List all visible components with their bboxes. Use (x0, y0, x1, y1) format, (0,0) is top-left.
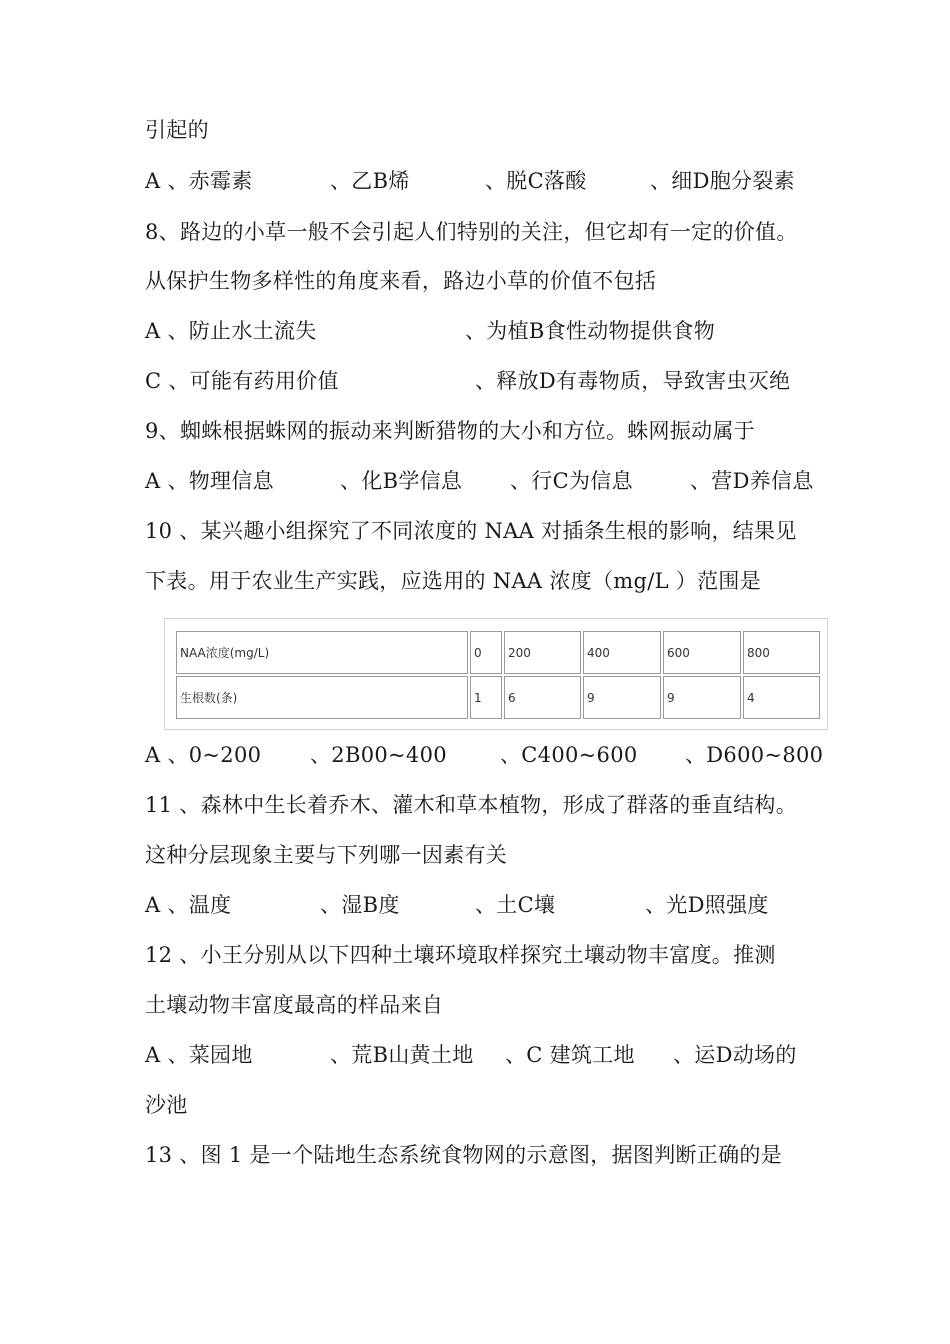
q9-option-a: A 、物理信息 (145, 469, 274, 493)
q13-stem: 13 、图 1 是一个陆地生态系统食物网的示意图，据图判断正确的是 (145, 1143, 783, 1167)
table-cell: 9 (663, 676, 741, 719)
q9-options (145, 466, 825, 496)
q12-option-a: A 、菜园地 (145, 1043, 253, 1067)
table-row (176, 631, 820, 674)
q9-option-c: 、行C为信息 (510, 469, 633, 493)
q12-option-d: 、运D动场的 (673, 1043, 797, 1067)
table-cell: 9 (583, 676, 661, 719)
q8-stem-line2: 从保护生物多样性的角度来看，路边小草的价值不包括 (145, 269, 657, 293)
q9-stem: 9、蜘蛛根据蛛网的振动来判断猎物的大小和方位。蛛网振动属于 (145, 419, 756, 443)
naa-table-frame (164, 618, 828, 730)
q11-options (145, 890, 825, 920)
table-cell: 6 (504, 676, 581, 719)
q11-option-d: 、光D照强度 (645, 893, 769, 917)
q12-stem-line2: 土壤动物丰富度最高的样品来自 (145, 993, 444, 1017)
q12-option-b: 、荒B山黄土地 (330, 1043, 474, 1067)
q11-option-a: A 、温度 (145, 893, 232, 917)
q8-options-row1 (145, 316, 825, 346)
table-cell: 600 (663, 631, 741, 674)
table-cell: NAA浓度(mg/L) (176, 631, 468, 674)
q10-stem-line2: 下表。用于农业生产实践，应选用的 NAA 浓度（mg/L ）范围是 (145, 569, 762, 593)
q8-option-d: 、释放D有毒物质，导致害虫灭绝 (475, 369, 791, 393)
q7-option-d: 、细D胞分裂素 (650, 169, 795, 193)
q9-option-b: 、化B学信息 (340, 469, 463, 493)
q12-option-d-continued: 沙池 (145, 1093, 188, 1117)
q7-option-c: 、脱C落酸 (485, 169, 587, 193)
table-cell: 800 (743, 631, 820, 674)
q11-stem-line2: 这种分层现象主要与下列哪一因素有关 (145, 843, 508, 867)
q8-option-c: C 、可能有药用价值 (145, 369, 339, 393)
q9-option-d: 、营D养信息 (690, 469, 814, 493)
q10-option-b: 、2B00~400 (310, 743, 447, 767)
q7-option-a: A 、赤霉素 (145, 169, 253, 193)
table-cell: 生根数(条) (176, 676, 468, 719)
table-cell: 400 (583, 631, 661, 674)
q10-option-a: A 、0~200 (145, 743, 262, 767)
table-cell: 0 (470, 631, 502, 674)
q10-option-d: 、D600~800 (685, 743, 824, 767)
table-cell: 200 (504, 631, 581, 674)
q7-options (145, 166, 825, 196)
naa-table (174, 629, 822, 721)
q10-option-c: 、C400~600 (500, 743, 638, 767)
q11-option-c: 、土C壤 (475, 893, 556, 917)
q12-stem-line1: 12 、小王分别从以下四种土壤环境取样探究土壤动物丰富度。推测 (145, 943, 776, 967)
q8-option-a: A 、防止水土流失 (145, 319, 317, 343)
q7-stem-end: 引起的 (145, 118, 209, 142)
q12-option-c: 、C 建筑工地 (505, 1043, 635, 1067)
q11-option-b: 、湿B度 (320, 893, 400, 917)
q12-options (145, 1040, 825, 1070)
q8-stem-line1: 8、路边的小草一般不会引起人们特别的关注，但它却有一定的价值。 (145, 220, 798, 244)
q11-stem-line1: 11 、森林中生长着乔木、灌木和草本植物，形成了群落的垂直结构。 (145, 793, 797, 817)
q10-stem-line1: 10 、某兴趣小组探究了不同浓度的 NAA 对插条生根的影响，结果见 (145, 519, 797, 543)
q8-options-row2 (145, 366, 825, 396)
q7-option-b: 、乙B烯 (330, 169, 410, 193)
table-row (176, 676, 820, 719)
q10-options (145, 740, 825, 770)
q8-option-b: 、为植B食性动物提供食物 (465, 319, 716, 343)
table-cell: 1 (470, 676, 502, 719)
table-cell: 4 (743, 676, 820, 719)
